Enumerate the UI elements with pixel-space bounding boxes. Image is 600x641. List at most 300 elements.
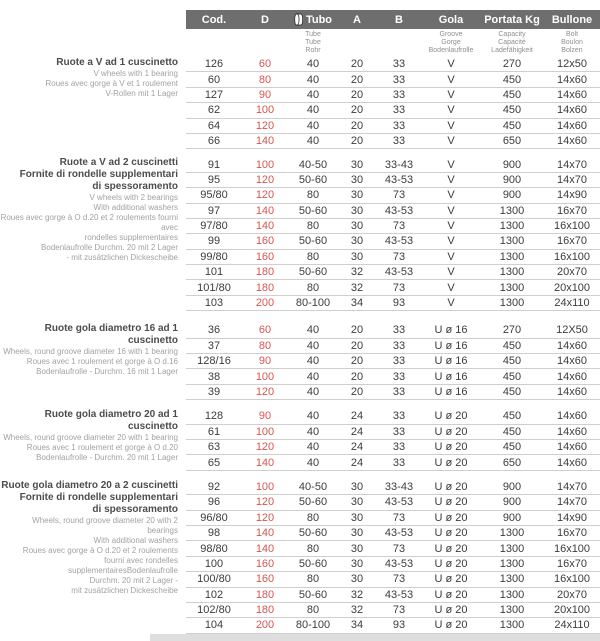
cell-portata: 650 — [502, 456, 522, 469]
cell-portata: 1300 — [499, 235, 525, 248]
cell-b: 33 — [392, 104, 406, 117]
cell-d: 90 — [258, 355, 272, 368]
cell-tubo: 40 — [306, 58, 320, 71]
cell-bullone: 16x100 — [553, 573, 591, 586]
table-row — [186, 265, 600, 280]
cell-cod: 127 — [204, 88, 224, 101]
cell-tubo: 80 — [306, 250, 320, 263]
cell-a: 24 — [350, 410, 364, 423]
cell-cod: 103 — [204, 297, 224, 310]
group-translation-line: - mit zusätzlichen Dickescheibe — [66, 253, 178, 263]
cell-cod: 96/80 — [200, 511, 228, 524]
table-row — [186, 88, 600, 103]
group-translation-line: Bodenlaufrolle - Durchm. 16 mit 1 Lager — [36, 367, 178, 377]
cell-tubo: 80-100 — [295, 619, 331, 632]
table-row — [186, 572, 600, 587]
group-translation-line: V-Rollen mit 1 Lager — [105, 89, 178, 98]
cell-portata: 270 — [502, 324, 522, 337]
cell-gola: U ø 20 — [434, 496, 468, 509]
cell-b: 73 — [392, 542, 406, 555]
table-row — [186, 495, 600, 510]
cell-d: 100 — [255, 370, 275, 383]
group-translation-line: Roues avec gorge à O d.20 et 2 roulements — [22, 545, 178, 555]
cell-a: 30 — [350, 173, 364, 186]
cell-tubo: 40-50 — [298, 158, 328, 171]
table-row — [186, 157, 600, 172]
cell-gola: U ø 16 — [434, 339, 468, 352]
group-title-line: Ruote gola diametro 16 ad 1 cuscinetto — [44, 323, 178, 347]
cell-bullone: 16x70 — [557, 557, 587, 570]
cell-d: 100 — [255, 480, 275, 493]
cell-portata: 1300 — [499, 619, 525, 632]
subtitle-line: Tube — [305, 39, 321, 46]
column-header-d — [242, 14, 288, 26]
cell-gola: V — [447, 266, 455, 279]
cell-a: 20 — [350, 135, 364, 148]
cell-d: 160 — [255, 250, 275, 263]
cell-a: 20 — [350, 370, 364, 383]
cell-portata: 1300 — [499, 604, 525, 617]
column-subtitle-a — [338, 31, 376, 57]
cell-b: 93 — [392, 619, 406, 632]
cell-tubo: 50-60 — [298, 588, 328, 601]
cell-b: 73 — [392, 511, 406, 524]
cell-gola: U ø 16 — [434, 370, 468, 383]
table-row — [186, 134, 600, 149]
table-body — [0, 57, 600, 634]
cell-d: 80 — [258, 339, 272, 352]
cell-b: 93 — [392, 297, 406, 310]
cell-gola: V — [447, 88, 455, 101]
cell-tubo: 40 — [306, 441, 320, 454]
cell-d: 180 — [255, 588, 275, 601]
cell-bullone: 16x100 — [553, 220, 591, 233]
cell-d: 140 — [255, 527, 275, 540]
cell-cod: 65 — [207, 456, 221, 469]
table-row — [186, 57, 600, 72]
group-translation-line: Bodenlaufrolle - Durchm. 20 mit 1 Lager — [36, 453, 178, 463]
cell-d: 180 — [255, 281, 275, 294]
cell-tubo: 40 — [306, 339, 320, 352]
cell-cod: 91 — [207, 158, 221, 171]
product-group — [0, 57, 600, 149]
group-translation-line: rondelles supplementaires — [84, 233, 178, 243]
cell-a: 30 — [350, 527, 364, 540]
table-row — [186, 425, 600, 440]
cell-bullone: 16x70 — [557, 527, 587, 540]
cell-portata: 450 — [502, 441, 522, 454]
cell-portata: 450 — [502, 355, 522, 368]
cell-gola: U ø 16 — [434, 324, 468, 337]
cell-tubo: 40 — [306, 425, 320, 438]
cell-portata: 900 — [502, 496, 522, 509]
cell-b: 43-53 — [384, 266, 414, 279]
column-subtitle-gola — [422, 31, 480, 57]
cell-b: 33-43 — [384, 158, 414, 171]
cell-cod: 99 — [207, 235, 221, 248]
subtitle-line: Bodenlaufrolle — [428, 47, 474, 54]
cell-d: 120 — [255, 511, 275, 524]
cell-portata: 450 — [502, 410, 522, 423]
cell-gola: U ø 20 — [434, 542, 468, 555]
cell-portata: 450 — [502, 119, 522, 132]
cell-gola: U ø 20 — [434, 527, 468, 540]
cell-a: 32 — [350, 281, 364, 294]
cell-portata: 1300 — [499, 557, 525, 570]
cell-gola: V — [447, 119, 455, 132]
subtitle-line: Ladefähigkeit — [491, 47, 533, 54]
table-row — [186, 173, 600, 188]
table-row — [186, 119, 600, 134]
cell-a: 30 — [350, 480, 364, 493]
cell-a: 30 — [350, 204, 364, 217]
cell-gola: U ø 20 — [434, 557, 468, 570]
cell-cod: 100/80 — [197, 573, 231, 586]
cell-portata: 1300 — [499, 250, 525, 263]
table-row — [186, 455, 600, 470]
cell-gola: V — [447, 104, 455, 117]
column-header-label: Cod. — [201, 13, 227, 26]
group-title-line: di spessoramento — [92, 503, 178, 515]
cell-cod: 62 — [207, 104, 221, 117]
cell-bullone: 14x70 — [557, 480, 587, 493]
header-subtitles — [186, 29, 600, 57]
subtitle-line: Capacité — [498, 39, 526, 46]
cell-a: 20 — [350, 386, 364, 398]
group-title-line: Ruote a V ad 2 cuscinetti — [59, 157, 178, 169]
cell-portata: 900 — [502, 173, 522, 186]
group-title-line: Fornite di rondelle supplementari — [19, 169, 178, 181]
cell-bullone: 14x60 — [557, 410, 587, 423]
cell-a: 20 — [350, 73, 364, 86]
cell-d: 80 — [258, 73, 272, 86]
cell-bullone: 16x100 — [553, 542, 591, 555]
column-header-label: Bullone — [551, 13, 593, 26]
cell-d: 180 — [255, 604, 275, 617]
cell-gola: U ø 20 — [434, 573, 468, 586]
cell-a: 30 — [350, 189, 364, 202]
cell-bullone: 14x60 — [557, 88, 587, 101]
cell-cod: 102 — [204, 588, 224, 601]
cell-cod: 39 — [207, 386, 221, 398]
cell-tubo: 40 — [306, 410, 320, 423]
table-row — [186, 409, 600, 424]
cell-b: 43-53 — [384, 588, 414, 601]
cell-gola: U ø 20 — [434, 441, 468, 454]
cell-bullone: 16x70 — [557, 235, 587, 248]
cell-bullone: 12x50 — [557, 58, 587, 71]
cell-cod: 60 — [207, 73, 221, 86]
cell-d: 140 — [255, 542, 275, 555]
cell-portata: 900 — [502, 189, 522, 202]
cell-portata: 450 — [502, 339, 522, 352]
column-header-label: Portata Kg — [484, 13, 540, 26]
cell-d: 120 — [255, 386, 275, 398]
cell-b: 33 — [392, 339, 406, 352]
cell-portata: 900 — [502, 158, 522, 171]
cell-d: 90 — [258, 88, 272, 101]
column-header-bullone — [544, 14, 600, 26]
cell-gola: V — [447, 158, 455, 171]
subtitle-line: Capacity — [498, 31, 526, 38]
cell-portata: 900 — [502, 511, 522, 524]
cell-b: 43-53 — [384, 557, 414, 570]
cell-gola: U ø 20 — [434, 588, 468, 601]
cell-gola: V — [447, 73, 455, 86]
cell-tubo: 40 — [306, 104, 320, 117]
cell-a: 24 — [350, 441, 364, 454]
cell-gola: V — [447, 235, 455, 248]
cell-gola: V — [447, 250, 455, 263]
cell-gola: U ø 20 — [434, 410, 468, 423]
cell-b: 33 — [392, 88, 406, 101]
cell-tubo: 80 — [306, 573, 320, 586]
cell-cod: 99/80 — [200, 250, 228, 263]
cell-cod: 66 — [207, 135, 221, 148]
cell-cod: 92 — [207, 480, 221, 493]
column-header-gola — [422, 14, 480, 26]
cell-bullone: 14x90 — [557, 189, 587, 202]
cell-a: 20 — [350, 104, 364, 117]
cell-portata: 1300 — [499, 588, 525, 601]
subtitle-line: Bolt — [565, 31, 579, 38]
table-row — [186, 541, 600, 556]
cell-portata: 900 — [502, 480, 522, 493]
cell-a: 20 — [350, 324, 364, 337]
table-row — [186, 440, 600, 455]
cell-cod: 96 — [207, 496, 221, 509]
cell-gola: U ø 16 — [434, 386, 468, 398]
group-title-line: di spessoramento — [92, 181, 178, 193]
column-subtitle-portata — [480, 31, 544, 57]
subtitle-line: Rohr — [305, 47, 321, 54]
cell-b: 33-43 — [384, 480, 414, 493]
cell-a: 32 — [350, 604, 364, 617]
cell-tubo: 40 — [306, 370, 320, 383]
column-header-tubo — [288, 13, 338, 26]
column-header-label: B — [395, 13, 403, 26]
cell-tubo: 40 — [306, 324, 320, 337]
table-header — [0, 10, 600, 57]
cell-gola: V — [447, 220, 455, 233]
cell-a: 20 — [350, 58, 364, 71]
cell-bullone: 14x90 — [557, 511, 587, 524]
cell-tubo: 80 — [306, 189, 320, 202]
cell-bullone: 14x60 — [557, 370, 587, 383]
cell-cod: 128/16 — [197, 355, 231, 368]
cell-tubo: 40 — [306, 119, 320, 132]
group-translation-line: V wheels with 2 bearings — [89, 193, 178, 203]
cell-b: 73 — [392, 604, 406, 617]
cell-tubo: 50-60 — [298, 173, 328, 186]
cell-d: 100 — [255, 104, 275, 117]
cell-tubo: 50-60 — [298, 266, 328, 279]
group-translation-line: Roues avec 1 roulement et gorge à O d.20 — [26, 443, 178, 453]
group-translation-line: fourni avec rondelles supplementairesBodenlaufrolle — [68, 555, 178, 575]
group-title-line: Ruote gola diametro 20 ad 1 cuscinetto — [44, 409, 178, 433]
cell-d: 140 — [255, 204, 275, 217]
cell-cod: 128 — [204, 410, 224, 423]
group-description — [0, 323, 186, 400]
cell-portata: 450 — [502, 425, 522, 438]
table-row — [186, 188, 600, 203]
cell-cod: 37 — [207, 339, 221, 352]
table-row — [186, 557, 600, 572]
cell-gola: U ø 20 — [434, 456, 468, 469]
column-subtitle-d — [242, 31, 288, 57]
cell-a: 34 — [350, 619, 364, 632]
cell-gola: U ø 16 — [434, 355, 468, 368]
table-row — [186, 234, 600, 249]
cell-tubo: 80 — [306, 220, 320, 233]
cell-d: 160 — [255, 235, 275, 248]
column-header-label: A — [353, 13, 361, 26]
cell-cod: 95 — [207, 173, 221, 186]
cell-tubo: 40-50 — [298, 480, 328, 493]
cell-cod: 100 — [204, 557, 224, 570]
cell-bullone: 20x70 — [557, 588, 587, 601]
product-group — [0, 409, 600, 471]
cell-cod: 101 — [204, 266, 224, 279]
column-header-a — [338, 14, 376, 26]
cell-portata: 450 — [502, 73, 522, 86]
cell-bullone: 20x100 — [553, 604, 591, 617]
cell-a: 20 — [350, 119, 364, 132]
product-group — [0, 323, 600, 400]
cell-bullone: 14x60 — [557, 119, 587, 132]
cell-bullone: 12X50 — [556, 324, 588, 337]
cell-portata: 1300 — [499, 297, 525, 310]
cell-portata: 1300 — [499, 266, 525, 279]
table-row — [186, 280, 600, 295]
cell-tubo: 40 — [306, 135, 320, 148]
table-row — [186, 480, 600, 495]
cell-bullone: 14x70 — [557, 173, 587, 186]
group-translation-line: Wheels, round groove diameter 20 with 1 bearing — [3, 433, 178, 443]
cell-portata: 450 — [502, 104, 522, 117]
cell-portata: 1300 — [499, 220, 525, 233]
cell-a: 32 — [350, 266, 364, 279]
cell-a: 30 — [350, 542, 364, 555]
cell-tubo: 40 — [306, 73, 320, 86]
cell-tubo: 40 — [306, 355, 320, 368]
cell-cod: 95/80 — [200, 189, 228, 202]
cell-gola: V — [447, 297, 455, 310]
table-row — [186, 354, 600, 369]
spec-table — [0, 10, 600, 634]
cell-bullone: 16x70 — [557, 204, 587, 217]
cell-bullone: 20x100 — [553, 281, 591, 294]
cell-d: 100 — [255, 158, 275, 171]
cell-cod: 98/80 — [200, 542, 228, 555]
cell-portata: 1300 — [499, 281, 525, 294]
cell-a: 30 — [350, 220, 364, 233]
cell-d: 140 — [255, 456, 275, 469]
cell-a: 32 — [350, 588, 364, 601]
cell-a: 20 — [350, 88, 364, 101]
cell-portata: 1300 — [499, 204, 525, 217]
subtitle-line: Bolzen — [561, 47, 583, 54]
cell-a: 30 — [350, 235, 364, 248]
cell-d: 160 — [255, 573, 275, 586]
cell-b: 33 — [392, 73, 406, 86]
cell-b: 33 — [392, 410, 406, 423]
cell-b: 33 — [392, 425, 406, 438]
table-row — [186, 219, 600, 234]
cell-cod: 36 — [207, 324, 221, 337]
cell-portata: 1300 — [499, 573, 525, 586]
cell-gola: U ø 20 — [434, 604, 468, 617]
cell-portata: 450 — [502, 370, 522, 383]
group-translation-line: Durchm. 20 mit 2 Lager - — [89, 575, 178, 585]
cell-portata: 450 — [502, 88, 522, 101]
cell-bullone: 14x60 — [557, 456, 587, 469]
cell-bullone: 14x60 — [557, 104, 587, 117]
cell-b: 43-53 — [384, 173, 414, 186]
column-header-b — [376, 14, 422, 26]
header-bar — [186, 10, 600, 29]
cell-b: 73 — [392, 220, 406, 233]
cell-cod: 38 — [207, 370, 221, 383]
cell-portata: 450 — [502, 386, 522, 398]
cell-b: 73 — [392, 573, 406, 586]
cell-b: 43-53 — [384, 204, 414, 217]
cell-bullone: 14x60 — [557, 73, 587, 86]
cell-b: 73 — [392, 250, 406, 263]
group-translation-line: With additional washers — [93, 203, 178, 213]
table-row — [186, 204, 600, 219]
cell-cod: 98 — [207, 527, 221, 540]
cell-bullone: 14x60 — [557, 339, 587, 352]
table-row — [186, 526, 600, 541]
column-header-portata — [480, 14, 544, 26]
group-description — [0, 409, 186, 471]
table-row — [186, 250, 600, 265]
cell-tubo: 80 — [306, 542, 320, 555]
group-translation-line: Roues avec gorge à V et 1 roulement — [45, 79, 178, 88]
table-row — [186, 385, 600, 400]
group-description — [0, 157, 186, 311]
group-title-line: Ruote gola diametro 20 a 2 cuscinetti — [1, 479, 178, 491]
cell-b: 73 — [392, 281, 406, 294]
cell-gola: V — [447, 189, 455, 202]
cell-cod: 64 — [207, 119, 221, 132]
cell-d: 120 — [255, 496, 275, 509]
cell-bullone: 14x70 — [557, 158, 587, 171]
cell-gola: V — [447, 135, 455, 148]
cell-a: 24 — [350, 456, 364, 469]
cell-a: 30 — [350, 573, 364, 586]
cell-cod: 101/80 — [197, 281, 231, 294]
cell-b: 33 — [392, 386, 406, 398]
cell-bullone: 14x60 — [557, 135, 587, 148]
cell-gola: V — [447, 281, 455, 294]
product-group — [0, 157, 600, 311]
cell-tubo: 40 — [306, 386, 320, 398]
group-translation-line: Wheels, round groove diameter 20 with 2 bearings — [32, 515, 178, 535]
cell-cod: 63 — [207, 441, 221, 454]
group-translation-line: Roues avec gorge à O d.20 et 2 roulements fourni avec — [0, 213, 178, 233]
cell-tubo: 80 — [306, 281, 320, 294]
cell-b: 73 — [392, 189, 406, 202]
column-header-label: Tubo — [305, 13, 333, 26]
table-row — [186, 103, 600, 118]
cell-a: 24 — [350, 425, 364, 438]
cell-d: 200 — [255, 297, 275, 310]
cell-b: 33 — [392, 355, 406, 368]
cell-d: 160 — [255, 557, 275, 570]
cell-d: 90 — [258, 410, 272, 423]
